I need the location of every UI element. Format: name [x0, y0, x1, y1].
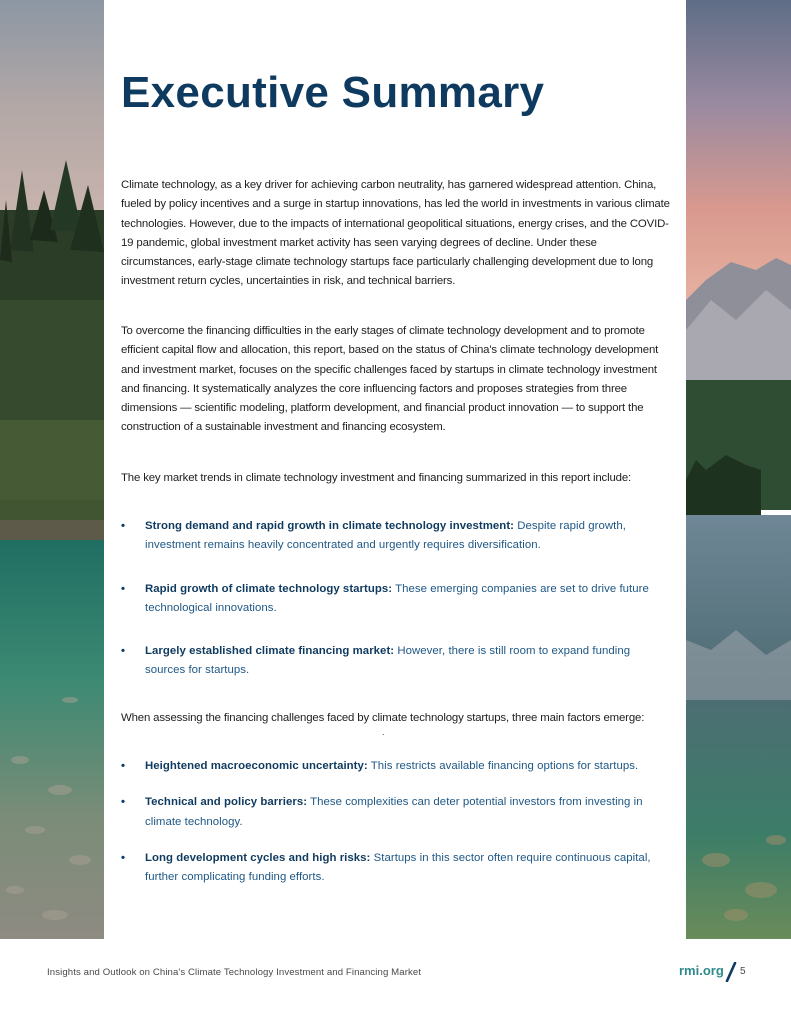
bullet-heading: Largely established climate financing market:	[145, 645, 395, 658]
forest-lake-image	[0, 0, 104, 939]
bullet-text: Startups in this sector often require continuous capital, further complicating funding efforts.	[145, 851, 651, 884]
intro-paragraph-1: Climate technology, as a key driver for achieving carbon neutrality, has garnered widespread attention. China, fueled by policy incentives and a surge in startup innovations, has led the world in investments in various climate technologies. However, due to the impacts of international geopolitical situations, energy crises, and the COVID-19 pandemic, global investment market activity has seen varying degrees of decline. Under these circumstances, early-stage climate technology startups face particularly challenging development due to long investment return cycles, uncertainties in risk, and technical barriers.	[121, 179, 670, 288]
financing-factors-list	[121, 757, 673, 904]
footer-brand-link[interactable]: rmi.org	[679, 963, 724, 978]
bullet-heading: Long development cycles and high risks:	[145, 851, 371, 864]
list-item	[121, 849, 673, 888]
bullet-icon: •	[121, 760, 126, 772]
factors-intro-paragraph: When assessing the financing challenges faced by climate technology startups, three main factors emerge:	[121, 712, 645, 724]
bullet-text: These complexities can deter potential investors from investing in climate technology.	[145, 796, 643, 828]
bullet-heading: Strong demand and rapid growth in climate technology investment:	[145, 520, 515, 532]
bullet-icon: •	[121, 796, 126, 809]
bullet-text: These emerging companies are set to drive future technological innovations.	[145, 582, 649, 614]
bullet-icon: •	[121, 520, 126, 532]
bullet-text: This restricts available financing options for startups.	[367, 760, 639, 772]
list-item	[121, 580, 673, 619]
bullet-icon: •	[121, 645, 126, 658]
footer-report-title: Insights and Outlook on China's Climate Technology Investment and Financing Market	[47, 967, 422, 978]
list-item	[121, 642, 673, 681]
market-trends-list	[121, 517, 673, 705]
right-landscape-photo	[686, 0, 791, 939]
page-title: Executive Summary	[121, 68, 545, 117]
list-item	[121, 517, 673, 556]
brand-slash-icon	[724, 962, 738, 982]
list-item	[121, 793, 673, 832]
bullet-icon: •	[121, 582, 126, 595]
mountain-lake-image	[686, 0, 791, 939]
page-number: 5	[740, 966, 746, 977]
bullet-text: Despite rapid growth, investment remains heavily concentrated and urgently requires diversification.	[145, 520, 626, 552]
left-landscape-photo	[0, 0, 104, 939]
trends-intro-paragraph: The key market trends in climate technology investment and financing summarized in this report include:	[121, 472, 632, 484]
list-item	[121, 757, 673, 776]
bullet-heading: Rapid growth of climate technology startups:	[145, 582, 393, 595]
bullet-heading: Heightened macroeconomic uncertainty:	[145, 760, 368, 772]
bullet-heading: Technical and policy barriers:	[145, 796, 308, 809]
intro-paragraph-2: To overcome the financing difficulties in the early stages of climate technology development and to promote efficient capital flow and allocation, this report, based on the status of China's climate technology development and investment market, focuses on the specific challenges faced by startups in climate technology investment and financing. It systematically analyzes the core influencing factors and proposes strategies from three dimensions — scientific modeling, platform development, and financial product innovation — to support the construction of a sustainable investment and financing ecosystem.	[121, 325, 659, 434]
bullet-text: However, there is still room to expand funding sources for startups.	[145, 645, 631, 677]
bullet-icon: •	[121, 851, 126, 864]
stray-mark: .	[382, 727, 385, 737]
